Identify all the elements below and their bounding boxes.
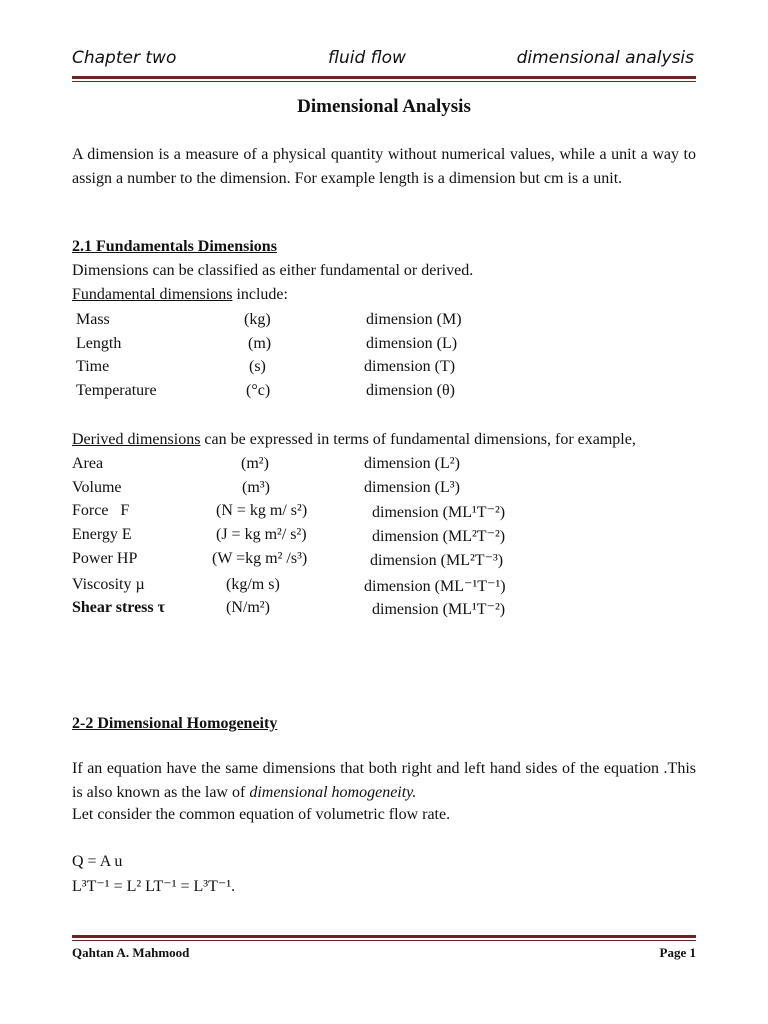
fundamental-row (0, 311, 768, 335)
flow-rate-line: Let consider the common equation of volumetric flow rate. (72, 806, 451, 823)
homogeneity-paragraph (72, 757, 696, 804)
derived-row (0, 550, 768, 574)
intro-paragraph: A dimension is a measure of a physical quantity without numerical values, while a unit a way to assign a number to the dimension. For example length is a dimension but cm is a unit. (72, 146, 696, 187)
quantity-name: Force F (72, 502, 130, 519)
quantity-name: Area (72, 455, 104, 472)
fundamental-intro-line (72, 286, 288, 304)
header-topic: fluid flow (328, 48, 406, 68)
quantity-dimension: dimension (ML²T⁻³) (370, 552, 504, 569)
quantity-name: Mass (76, 311, 110, 328)
derived-row (0, 526, 768, 550)
quantity-name: Volume (72, 479, 122, 496)
quantity-dimension: dimension (ML⁻¹T⁻¹) (364, 578, 506, 595)
derived-row (0, 455, 768, 479)
page-title: Dimensional Analysis (297, 96, 471, 117)
quantity-unit: (m²) (241, 455, 269, 472)
quantity-dimension: dimension (ML¹T⁻²) (372, 601, 506, 618)
quantity-unit: (kg/m s) (226, 576, 280, 593)
header-subject: dimensional analysis (516, 48, 694, 68)
derived-row (0, 576, 768, 600)
derived-row (0, 599, 768, 623)
quantity-name: Time (76, 358, 110, 375)
header-rule-thick (72, 76, 696, 79)
derived-row (0, 479, 768, 503)
derived-label-rest: can be expressed in terms of fundamental dimensions, for example, (200, 431, 636, 448)
footer-page-number: Page 1 (659, 945, 696, 960)
quantity-unit: (m³) (242, 479, 270, 496)
quantity-dimension: dimension (T) (364, 358, 456, 375)
quantity-unit: (J = kg m²/ s²) (216, 526, 307, 543)
quantity-name: Viscosity µ (72, 576, 145, 593)
quantity-dimension: dimension (ML¹T⁻²) (372, 504, 506, 521)
equation-dimensions: L³T⁻¹ = L² LT⁻¹ = L³T⁻¹. (72, 878, 236, 895)
quantity-unit: (kg) (244, 311, 271, 328)
derived-row (0, 502, 768, 526)
derived-intro-line (72, 431, 636, 449)
footer-rule-thin (72, 940, 696, 941)
fundamental-label-rest: include: (232, 286, 288, 303)
quantity-name: Shear stress τ (72, 599, 166, 616)
quantity-unit: (m) (248, 335, 272, 352)
quantity-dimension: dimension (L²) (364, 455, 460, 472)
fundamental-label: Fundamental dimensions (72, 286, 233, 303)
equation-flow-rate: Q = A u (72, 853, 123, 870)
quantity-name: Energy E (72, 526, 132, 543)
classification-line: Dimensions can be classified as either fundamental or derived. (72, 262, 474, 279)
quantity-dimension: dimension (L) (366, 335, 458, 352)
fundamental-row (0, 382, 768, 406)
quantity-unit: (W =kg m² /s³) (212, 550, 308, 567)
quantity-dimension: dimension (M) (366, 311, 462, 328)
quantity-name: Length (76, 335, 122, 352)
quantity-unit: (N = kg m/ s²) (216, 502, 308, 519)
quantity-unit: (s) (249, 358, 266, 375)
quantity-name: Power HP (72, 550, 138, 567)
quantity-dimension: dimension (θ) (366, 382, 455, 399)
quantity-name: Temperature (76, 382, 157, 399)
fundamental-row (0, 335, 768, 359)
header-chapter: Chapter two (72, 48, 177, 68)
header-rule-thin (72, 81, 696, 82)
quantity-dimension: dimension (ML²T⁻²) (372, 528, 506, 545)
section-heading-fundamentals: 2.1 Fundamentals Dimensions (72, 238, 277, 255)
footer-rule-thick (72, 935, 696, 938)
footer-author: Qahtan A. Mahmood (72, 945, 190, 960)
fundamental-row (0, 358, 768, 382)
quantity-unit: (°c) (246, 382, 271, 399)
quantity-unit: (N/m²) (226, 599, 270, 616)
homogeneity-text: If an equation have the same dimensions that both right and left hand sides of the equation .This is also known as the law of (72, 760, 696, 801)
derived-label: Derived dimensions (72, 431, 201, 448)
section-heading-homogeneity: 2-2 Dimensional Homogeneity (72, 715, 278, 732)
running-header (72, 46, 696, 76)
quantity-dimension: dimension (L³) (364, 479, 460, 496)
homogeneity-term: dimensional homogeneity. (249, 783, 417, 801)
